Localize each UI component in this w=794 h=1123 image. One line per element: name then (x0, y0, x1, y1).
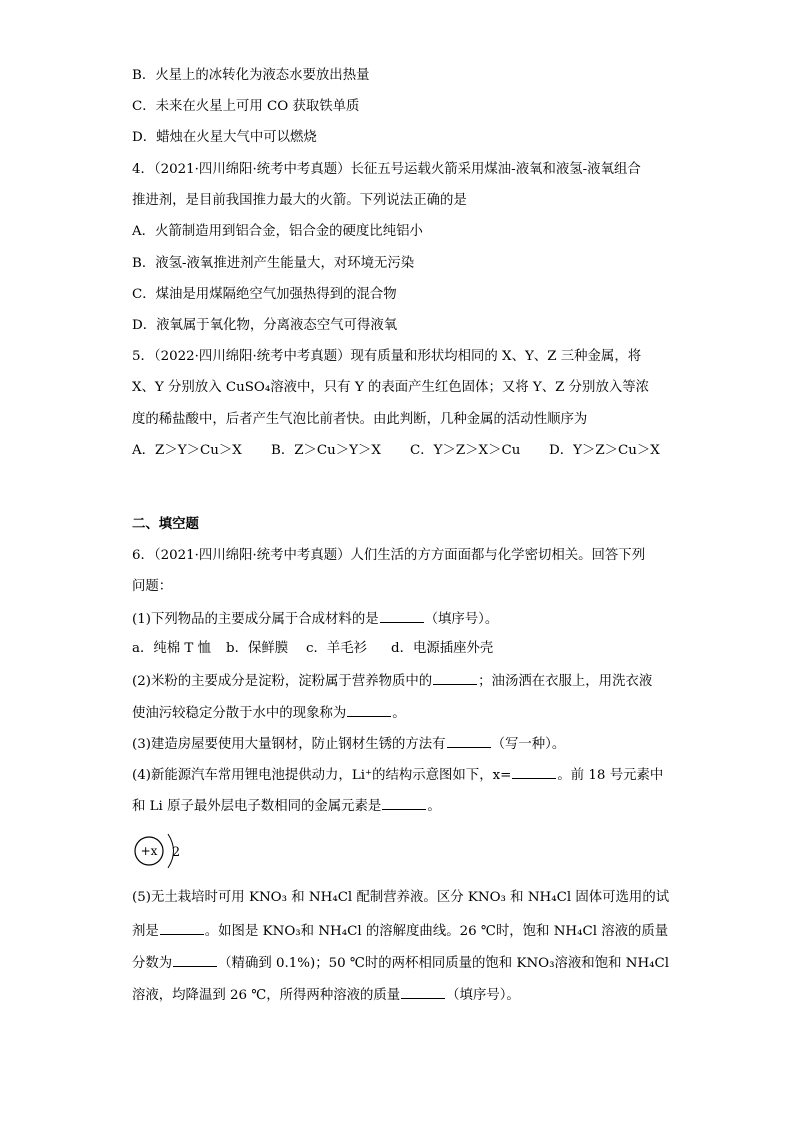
q5-options (132, 441, 660, 461)
q6-part5-text4: 溶液，均降温到 26 ℃，所得两种溶液的质量 (132, 988, 401, 1003)
q6-part4-line1 (132, 764, 663, 786)
q4-option-b: B．液氢-液氧推进剂产生能量大，对环境无污染 (132, 256, 415, 271)
q6-stem-line2: 问题： (132, 579, 173, 594)
q6-part1-text: (1)下列物品的主要成分属于合成材料的是 (132, 612, 379, 627)
q6-part2-text2: 使油污较稳定分散于水中的现象称为 (132, 706, 347, 721)
q6-part1-option-c: c．羊毛衫 (306, 641, 368, 656)
q5-option-c: C．Y＞Z＞X＞Cu (410, 443, 521, 458)
q6-part2-line1 (132, 670, 652, 692)
q6-part5-line2 (132, 920, 668, 942)
q6-part1-option-b: b．保鲜膜 (226, 641, 289, 656)
q6-part2-text-end: ；油汤洒在衣服上，用洗衣液 (478, 674, 653, 689)
q3-option-d: D．蜡烛在火星大气中可以燃烧 (132, 130, 317, 145)
q6-part1-option-a: a．纯棉 T 恤 (132, 641, 211, 656)
q6-part3-text: (3)建造房屋要使用大量钢材，防止钢材生锈的方法有 (132, 737, 446, 752)
q6-part4-text2: 和 Li 原子最外层电子数相同的金属元素是 (132, 799, 382, 814)
q5-stem-line3: 度的稀盐酸中，后者产生气泡比前者快。由此判断，几种金属的活动性顺序为 (132, 412, 588, 427)
ion-structure-diagram (132, 830, 192, 880)
q6-part1-options (132, 639, 493, 659)
nucleus-charge: +x (140, 844, 158, 858)
answer-blank[interactable] (401, 984, 445, 999)
q6-part4-text-end: 。前 18 号元素中 (557, 768, 664, 783)
q6-part1 (132, 608, 498, 630)
answer-blank[interactable] (512, 764, 556, 779)
answer-blank[interactable] (433, 670, 477, 685)
q6-part5-line3 (132, 952, 669, 974)
q6-part1-option-d: d．电源插座外壳 (391, 641, 494, 656)
q5-stem-line1: 5．（2022·四川绵阳·统考中考真题）现有质量和形状均相同的 X、Y、Z 三种金属，将 (132, 349, 642, 364)
q4-stem-line1: 4．（2021·四川绵阳·统考中考真题）长征五号运载火箭采用煤油-液氧和液氢-液氧组合 (132, 162, 641, 177)
q3-option-b: B．火星上的冰转化为液态水要放出热量 (132, 68, 370, 83)
section-title: 二、填空题 (132, 517, 199, 532)
q6-part4-line2 (132, 795, 441, 817)
q4-option-d: D．液氧属于氧化物，分离液态空气可得液氧 (132, 318, 398, 333)
q6-stem-line1: 6．（2021·四川绵阳·统考中考真题）人们生活的方方面面都与化学密切相关。回答下列 (132, 548, 646, 563)
q3-option-c: C．未来在火星上可用 CO 获取铁单质 (132, 99, 360, 114)
q4-option-c: C．煤油是用煤隔绝空气加强热得到的混合物 (132, 287, 397, 302)
answer-blank[interactable] (160, 920, 204, 935)
q6-part4-text: (4)新能源汽车常用锂电池提供动力，Li⁺的结构示意图如下，x= (132, 768, 512, 783)
q6-part5-text-end: 。如图是 KNO₃和 NH₄Cl 的溶解度曲线。26 ℃时，饱和 NH₄Cl 溶液的质量 (204, 924, 669, 939)
q5-option-a: A．Z＞Y＞Cu＞X (132, 443, 242, 458)
q6-part5-line4 (132, 984, 520, 1006)
q4-stem-line2: 推进剂，是目前我国推力最大的火箭。下列说法正确的是 (132, 193, 467, 208)
answer-blank[interactable] (382, 795, 426, 810)
q5-option-b: B．Z＞Cu＞Y＞X (271, 443, 381, 458)
q5-stem-line2: X、Y 分别放入 CuSO₄溶液中，只有 Y 的表面产生红色固体；又将 Y、Z 分别放入等浓 (132, 380, 650, 395)
q6-part5-text3: 分数为 (132, 956, 173, 971)
answer-blank[interactable] (347, 702, 391, 717)
q5-option-d: D．Y＞Z＞Cu＞X (549, 443, 660, 458)
q6-part5-text3-end: （精确到 0.1%)；50 ℃时的两杯相同质量的饱和 KNO₃溶液和饱和 NH₄Cl (218, 956, 670, 971)
q6-part2-line2 (132, 702, 406, 724)
answer-blank[interactable] (447, 733, 491, 748)
q6-part3 (132, 733, 565, 755)
q6-part5-line1: (5)无土栽培时可用 KNO₃ 和 NH₄Cl 配制营养液。区分 KNO₃ 和 NH₄Cl 固体可选用的试 (132, 890, 670, 905)
answer-blank[interactable] (173, 952, 217, 967)
q6-part2-text: (2)米粉的主要成分是淀粉，淀粉属于营养物质中的 (132, 674, 433, 689)
q6-part1-text-end: （填序号）。 (424, 612, 499, 627)
electron-count: 2 (171, 845, 181, 860)
answer-blank[interactable] (380, 608, 424, 623)
q6-part4-text2-end: 。 (427, 799, 441, 814)
q4-option-a: A．火箭制造用到铝合金，铝合金的硬度比纯铝小 (132, 224, 423, 239)
q6-part5-text: 剂是 (132, 924, 159, 939)
q6-part3-text-end: （写一种）。 (491, 737, 566, 752)
q6-part2-text2-end: 。 (392, 706, 406, 721)
q6-part5-text4-end: （填序号）。 (446, 988, 520, 1003)
